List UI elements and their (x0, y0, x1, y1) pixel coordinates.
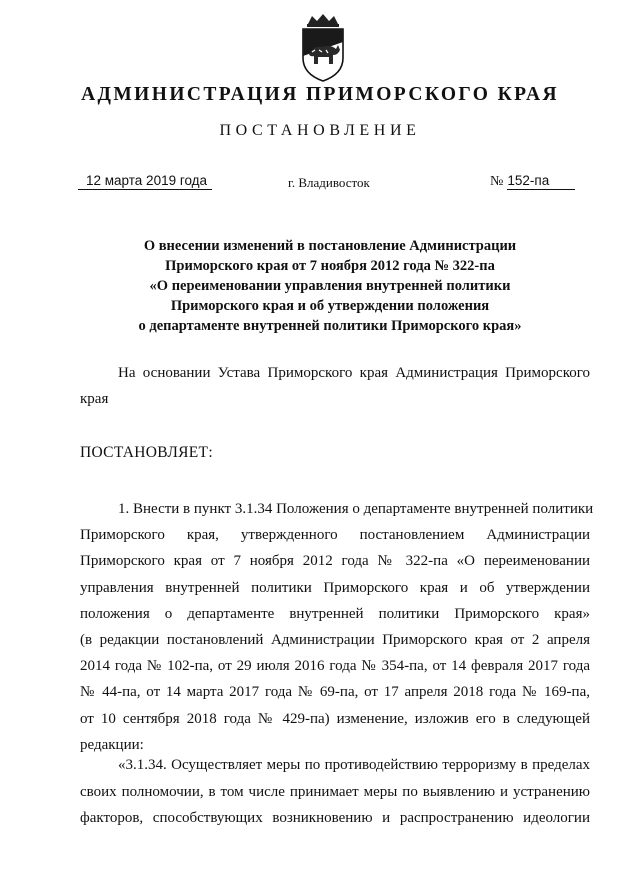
paragraph-line: Приморского края, утвержденного постановлением Администрации (80, 527, 590, 544)
title-line: О внесении изменений в постановление Администрации (143, 238, 517, 254)
decree-word: ПОСТАНОВЛЯЕТ: (80, 444, 213, 461)
document-number (490, 172, 584, 190)
organization-title: АДМИНИСТРАЦИЯ ПРИМОРСКОГО КРАЯ (81, 84, 559, 105)
paragraph-1 (80, 496, 594, 758)
paragraph-line: (в редакции постановлений Администрации Приморского края от 2 апреля (80, 632, 590, 649)
document-title (80, 236, 580, 336)
title-line: «О переименовании управления внутренней политики (149, 278, 511, 294)
document-type: ПОСТАНОВЛЕНИЕ (219, 122, 421, 139)
quote-line: своих полномочии, в том числе принимает меры по выявлению и устранению (80, 783, 590, 800)
basis-paragraph: На основании Устава Приморского края Администрация Приморского края (80, 365, 590, 407)
paragraph-line: Приморского края от 7 ноября 2012 года № 322-па «О переименовании (80, 553, 590, 570)
number-prefix: № (490, 174, 504, 189)
paragraph-line: № 44-па, от 14 марта 2017 года № 69-па, от 17 апреля 2018 года № 169-па, (80, 684, 590, 701)
title-line: о департаменте внутренней политики Приморского края» (138, 318, 522, 334)
quote-line: факторов, способствующих возникновению и распространению идеологии (80, 810, 590, 826)
paragraph-line: положения о департаменте внутренней политики Приморского края» (80, 605, 590, 622)
paragraph-line: управления внутренней политики Приморского края и об утверждении (80, 579, 590, 596)
document-city: г. Владивосток (288, 175, 370, 190)
paragraph-line: 2014 года № 102-па, от 29 июля 2016 года № 354-па, от 14 февраля 2017 года (80, 658, 590, 675)
primorsky-krai-coat-of-arms-icon (298, 14, 348, 82)
quote-line: «3.1.34. Осуществляет меры по противодействию терроризму в пределах (118, 757, 590, 773)
quoted-clause (80, 752, 590, 832)
paragraph-line: редакции: (80, 736, 144, 753)
number-value: 152-па (507, 172, 575, 190)
paragraph-line: от 10 сентября 2018 года № 429-па) изменение, изложив его в следующей (80, 710, 590, 727)
document-date: 12 марта 2019 года (78, 172, 212, 190)
title-line: Приморского края и об утверждении положения (170, 298, 490, 314)
paragraph-line: 1. Внести в пункт 3.1.34 Положения о департаменте внутренней политики (118, 501, 594, 517)
title-line: Приморского края от 7 ноября 2012 года № 322-па (165, 258, 495, 274)
